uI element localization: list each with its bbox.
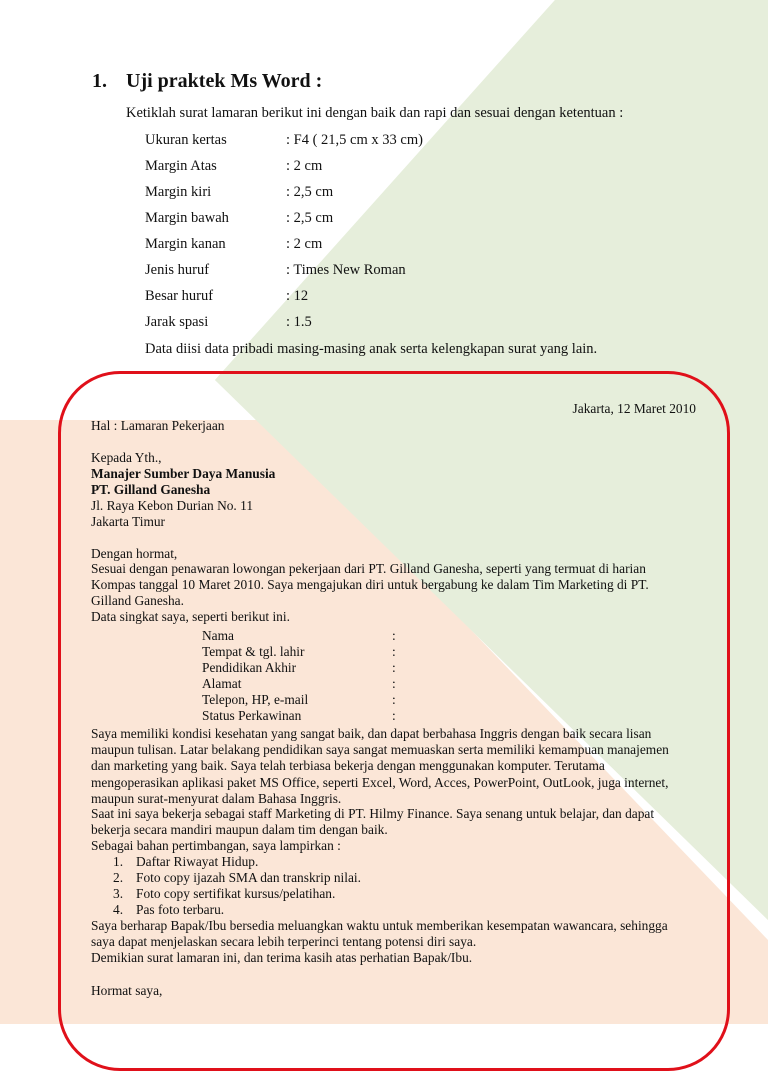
spec-value: : 2 cm — [286, 158, 323, 174]
spec-row — [145, 158, 322, 175]
letter-line: dan marketing yang baik. Saya telah terbiasa bekerja dengan menggunakan komputer. Terutama — [91, 758, 605, 773]
attachment-text: Foto copy sertifikat kursus/pelatihan. — [136, 886, 336, 901]
letter-company: PT. Gilland Ganesha — [91, 482, 211, 497]
letter-line: bekerja secara mandiri maupun dalam tim dengan baik. — [91, 822, 388, 837]
spec-label: Margin bawah — [145, 210, 229, 226]
page-heading — [92, 70, 322, 93]
attachment-text: Foto copy ijazah SMA dan transkrip nilai. — [136, 870, 362, 885]
spec-row — [145, 314, 312, 331]
letter-line: maupun tulisan. Latar belakang pendidikan saya sangat memuaskan serta memiliki kemampuan manajemen — [91, 742, 669, 757]
spec-label: Margin kanan — [145, 236, 226, 252]
heading-number: 1. — [92, 70, 107, 92]
letter-data-intro: Data singkat saya, seperti berikut ini. — [91, 609, 290, 624]
attachment-number: 4. — [113, 902, 124, 917]
heading-title: Uji praktek Ms Word : — [126, 70, 323, 92]
field-colon: : — [392, 660, 396, 675]
note-text: Data diisi data pribadi masing-masing anak serta kelengkapan surat yang lain. — [145, 341, 598, 357]
letter-line: mengoperasikan aplikasi paket MS Office, seperti Excel, Word, Acces, PowerPoint, OutLook, juga internet, — [91, 775, 669, 790]
letter-closing: Hormat saya, — [91, 983, 163, 998]
spec-label: Margin kiri — [145, 184, 212, 200]
field-colon: : — [392, 692, 396, 707]
spec-label: Ukuran kertas — [145, 132, 227, 148]
spec-row — [145, 236, 322, 253]
letter-recipient: Manajer Sumber Daya Manusia — [91, 466, 276, 481]
instruction-text: Ketiklah surat lamaran berikut ini dengan baik dan rapi dan sesuai dengan ketentuan : — [126, 105, 624, 121]
attachment-item — [113, 870, 361, 886]
spec-value: : F4 ( 21,5 cm x 33 cm) — [286, 132, 423, 148]
attachment-item — [113, 902, 224, 918]
field-label: Alamat — [202, 676, 242, 691]
letter-address-line: Jl. Raya Kebon Durian No. 11 — [91, 498, 254, 513]
letter-line: Sebagai bahan pertimbangan, saya lampirkan : — [91, 838, 341, 853]
letter-to: Kepada Yth., — [91, 450, 162, 465]
attachment-number: 1. — [113, 854, 124, 869]
letter-greeting: Dengan hormat, — [91, 546, 178, 561]
field-colon: : — [392, 628, 396, 643]
spec-label: Margin Atas — [145, 158, 217, 174]
attachment-number: 2. — [113, 870, 124, 885]
spec-row — [145, 210, 333, 227]
field-label: Nama — [202, 628, 234, 643]
letter-subject: Hal : Lamaran Pekerjaan — [91, 418, 225, 433]
field-label: Status Perkawinan — [202, 708, 302, 723]
letter-line: Gilland Ganesha. — [91, 593, 184, 608]
attachment-text: Daftar Riwayat Hidup. — [136, 854, 259, 869]
field-label: Telepon, HP, e-mail — [202, 692, 309, 707]
spec-value: : 2,5 cm — [286, 210, 334, 226]
spec-value: : 2,5 cm — [286, 184, 334, 200]
field-label: Tempat & tgl. lahir — [202, 644, 305, 659]
letter-date: Jakarta, 12 Maret 2010 — [572, 401, 696, 416]
letter-line: Saya berharap Bapak/Ibu bersedia meluangkan waktu untuk memberikan kesempatan wawancara, sehingga — [91, 918, 668, 933]
spec-row — [145, 288, 308, 305]
attachment-number: 3. — [113, 886, 124, 901]
letter-address-line: Jakarta Timur — [91, 514, 166, 529]
spec-label: Jarak spasi — [145, 314, 209, 330]
letter-line: Sesuai dengan penawaran lowongan pekerjaan dari PT. Gilland Ganesha, seperti yang termuat di harian — [91, 561, 646, 576]
letter-line: Demikian surat lamaran ini, dan terima kasih atas perhatian Bapak/Ibu. — [91, 950, 473, 965]
letter-line: Saat ini saya bekerja sebagai staff Marketing di PT. Hilmy Finance. Saya senang untuk belajar, dan dapat — [91, 806, 655, 821]
attachment-text: Pas foto terbaru. — [136, 902, 225, 917]
field-colon: : — [392, 644, 396, 659]
letter-line: Saya memiliki kondisi kesehatan yang sangat baik, dan dapat berbahasa Inggris dengan baik secara lisan — [91, 726, 652, 741]
field-colon: : — [392, 708, 396, 723]
letter-line: maupun surat-menyurat dalam Bahasa Inggris. — [91, 791, 342, 806]
spec-row — [145, 132, 423, 149]
spec-value: : 1.5 — [286, 314, 312, 330]
attachment-item — [113, 854, 258, 870]
field-colon: : — [392, 676, 396, 691]
spec-value: : 2 cm — [286, 236, 323, 252]
spec-row — [145, 262, 406, 279]
spec-value: : 12 — [286, 288, 309, 304]
spec-row — [145, 184, 333, 201]
spec-value: : Times New Roman — [286, 262, 406, 278]
spec-label: Jenis huruf — [145, 262, 210, 278]
letter-line: Kompas tanggal 10 Maret 2010. Saya mengajukan diri untuk bergabung ke dalam Tim Marketing di PT. — [91, 577, 649, 592]
letter-line: saya dapat menjelaskan secara lebih terperinci tentang potensi diri saya. — [91, 934, 477, 949]
field-label: Pendidikan Akhir — [202, 660, 297, 675]
spec-label: Besar huruf — [145, 288, 214, 304]
attachment-item — [113, 886, 335, 902]
